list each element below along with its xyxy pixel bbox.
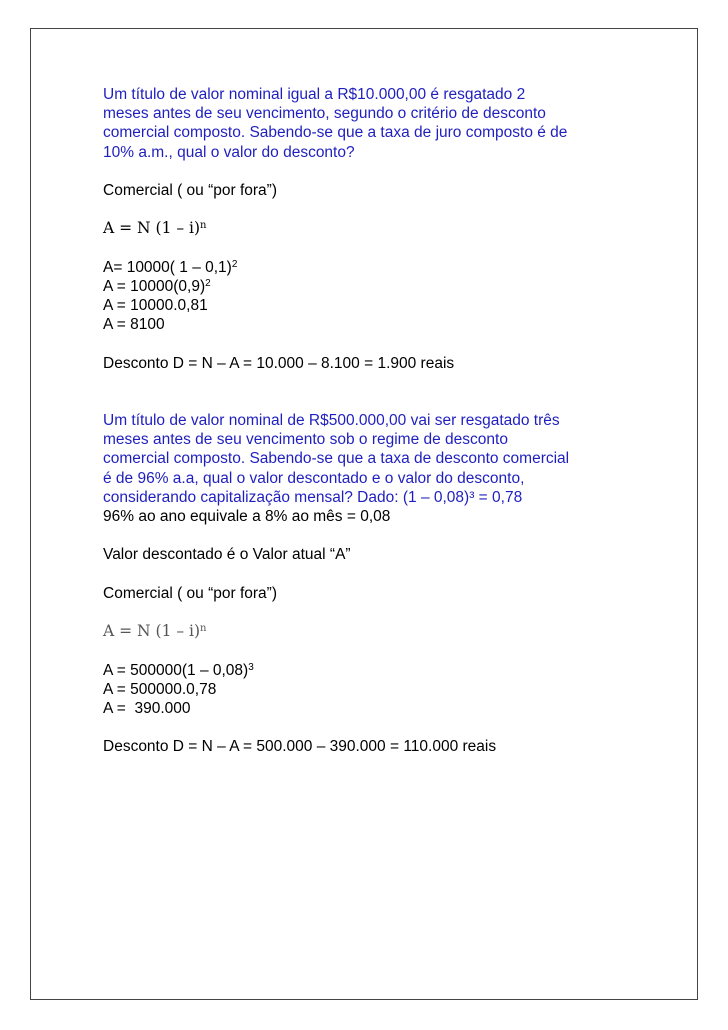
problem-1-method: Comercial ( ou “por fora”) bbox=[103, 182, 277, 199]
problem-2-note: 96% ao ano equivale a 8% ao mês = 0,08 bbox=[103, 508, 391, 525]
problem-2-method: Comercial ( ou “por fora”) bbox=[103, 584, 277, 602]
calc-step: A = 500000(1 – 0,08)$^3$ bbox=[103, 661, 254, 679]
calc-step: A = 500000.0,78 bbox=[103, 680, 217, 698]
calc-step: A= 10000( 1 – 0,1)$^2$ bbox=[103, 258, 238, 276]
problem-2-steps bbox=[103, 661, 663, 719]
formula-base: A = N (1 – i) bbox=[103, 219, 201, 238]
statement-line: é de 96% a.a, qual o valor descontado e o valor do desconto, bbox=[103, 469, 525, 487]
statement-line: meses antes de seu vencimento, segundo o critério de desconto bbox=[103, 105, 546, 123]
calc-step: A = 10000.0,81 bbox=[103, 297, 208, 315]
statement-line: considerando capitalização mensal? Dado: (1 – 0,08)³ = 0,78 bbox=[103, 488, 523, 506]
statement-line: comercial composto. Sabendo-se que a taxa de desconto comercial bbox=[103, 450, 570, 468]
problem-2-valor-descontado: Valor descontado é o Valor atual “A” bbox=[103, 546, 351, 564]
statement-line: 10% a.m., qual o valor do desconto? bbox=[103, 143, 355, 161]
formula-exponent: n bbox=[200, 220, 207, 232]
problem-1-formula bbox=[103, 219, 663, 238]
calc-step: A = 390.000 bbox=[103, 699, 191, 717]
calc-step: $A = 10000(0,9)^2$ bbox=[103, 277, 211, 295]
statement-line: meses antes de seu vencimento sob o regime de desconto bbox=[103, 431, 508, 449]
formula-exponent: n bbox=[200, 623, 207, 635]
statement-line: comercial composto. Sabendo-se que a taxa de juro composto é de bbox=[103, 124, 568, 142]
problem-2-result: Desconto D = N – A = 500.000 – 390.000 = 110.000 reais bbox=[103, 738, 497, 756]
calc-step: A = 8100 bbox=[103, 316, 165, 334]
formula-base: A = N (1 – i) bbox=[103, 622, 201, 641]
problem-1-steps bbox=[103, 258, 663, 335]
problem-1-statement bbox=[103, 85, 663, 162]
statement-line: Um título de valor nominal igual a R$10.000,00 é resgatado 2 bbox=[103, 86, 526, 103]
problem-1-result: Desconto D = N – A = 10.000 – 8.100 = 1.900 reais bbox=[103, 354, 455, 372]
document-content bbox=[103, 85, 663, 757]
statement-line: Um título de valor nominal de R$500.000,00 vai ser resgatado três bbox=[103, 411, 560, 429]
problem-2-statement bbox=[103, 411, 663, 507]
problem-2-formula bbox=[103, 622, 663, 641]
